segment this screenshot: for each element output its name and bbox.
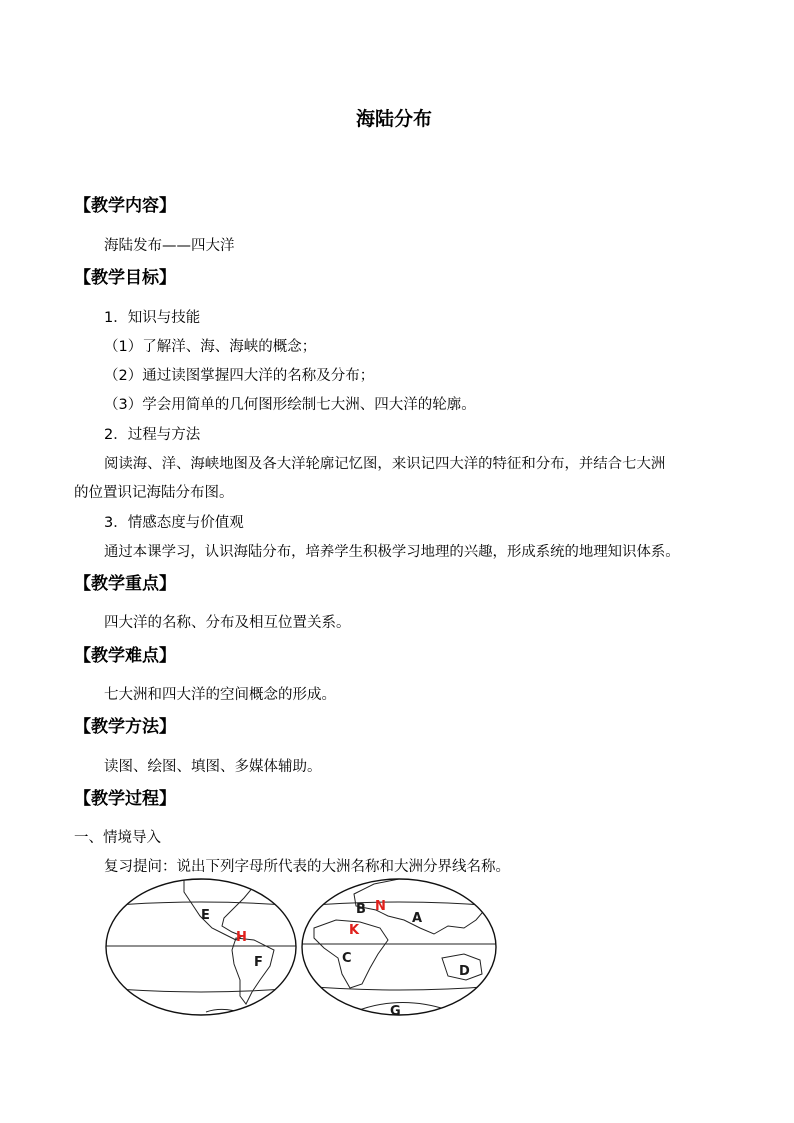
section-teaching-goals: 【教学目标】 (74, 268, 176, 288)
section-teaching-content: 【教学内容】 (74, 196, 176, 216)
goal3-text: 通过本课学习，认识海陆分布，培养学生积极学习地理的兴趣，形成系统的地理知识体系。 (104, 544, 680, 560)
map-label-N: N (375, 899, 386, 914)
step1-heading: 一、情境导入 (74, 830, 161, 846)
section-teaching-process: 【教学过程】 (74, 789, 176, 809)
goal1-heading: 1．知识与技能 (104, 310, 201, 326)
map-label-B: B (356, 902, 366, 917)
map-label-A: A (412, 911, 423, 926)
step1-text: 复习提问：说出下列字母所代表的大洲名称和大洲分界线名称。 (104, 859, 510, 875)
map-label-F: F (254, 955, 263, 970)
world-map-figure (104, 876, 498, 1018)
eastern-hemisphere (302, 878, 496, 1015)
goal1-item1: （1）了解洋、海、海峡的概念； (104, 339, 317, 355)
goal2-heading: 2．过程与方法 (104, 427, 201, 443)
goal3-heading: 3．情感态度与价值观 (104, 515, 244, 531)
south-america-outline (232, 938, 274, 1004)
map-label-D: D (459, 964, 470, 979)
key-text: 四大洋的名称、分布及相互位置关系。 (104, 615, 351, 631)
map-label-E: E (201, 908, 210, 923)
method-text: 读图、绘图、填图、多媒体辅助。 (104, 759, 322, 775)
western-hemisphere (104, 876, 298, 1015)
goal1-item2: （2）通过读图掌握四大洋的名称及分布； (104, 368, 375, 384)
goal1-item3: （3）学会用简单的几何图形绘制七大洲、四大洋的轮廓。 (104, 397, 476, 413)
goal2-line2: 的位置识记海陆分布图。 (74, 485, 234, 501)
map-label-H: H (236, 930, 247, 945)
goal2-line1: 阅读海、洋、海峡地图及各大洋轮廓记忆图，来识记四大洋的特征和分布，并结合七大洲 (104, 456, 666, 472)
section-teaching-methods: 【教学方法】 (74, 717, 176, 737)
map-label-C: C (342, 951, 352, 966)
difficult-text: 七大洲和四大洋的空间概念的形成。 (104, 687, 336, 703)
page-title: 海陆分布 (356, 108, 433, 130)
map-label-G: G (390, 1004, 401, 1018)
section-key-points: 【教学重点】 (74, 574, 176, 594)
section-difficult-points: 【教学难点】 (74, 646, 176, 666)
content-text: 海陆发布——四大洋 (104, 238, 235, 254)
map-label-K: K (349, 923, 360, 938)
